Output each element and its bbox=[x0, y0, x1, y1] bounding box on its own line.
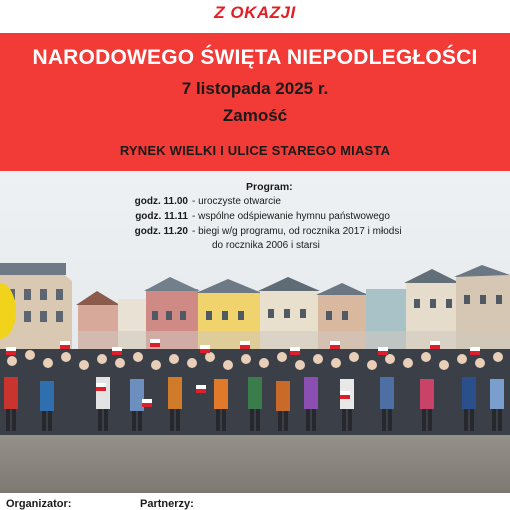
footer-band bbox=[0, 493, 510, 510]
event-venue: RYNEK WIELKI I ULICE STAREGO MIASTA bbox=[119, 143, 391, 158]
event-date: 7 listopada 2025 r. bbox=[181, 79, 329, 98]
partners-label: Partnerzy: bbox=[140, 498, 194, 510]
program-continuation: do rocznika 2006 i starsi bbox=[212, 240, 320, 251]
program-time: godz. 11.20 bbox=[134, 226, 188, 237]
program-desc: - biegi w/g programu, od rocznika 2017 i młodsi bbox=[192, 226, 402, 237]
program-desc: - wspólne odśpiewanie hymnu państwowego bbox=[192, 211, 390, 222]
program-item bbox=[100, 196, 281, 207]
program-item bbox=[100, 226, 402, 237]
program-time: godz. 11.11 bbox=[135, 211, 188, 222]
program-item bbox=[100, 211, 390, 222]
organizer-label: Organizator: bbox=[6, 498, 72, 510]
program-time: godz. 11.00 bbox=[134, 196, 188, 207]
program-heading: Program: bbox=[246, 181, 293, 193]
event-city: Zamość bbox=[222, 106, 288, 125]
occasion-heading: Z OKAZJI bbox=[214, 3, 296, 22]
crowd bbox=[0, 339, 510, 435]
program-desc: - uroczyste otwarcie bbox=[192, 196, 281, 207]
event-title: NARODOWEGO ŚWIĘTA NIEPODLEGŁOŚCI bbox=[32, 46, 478, 69]
